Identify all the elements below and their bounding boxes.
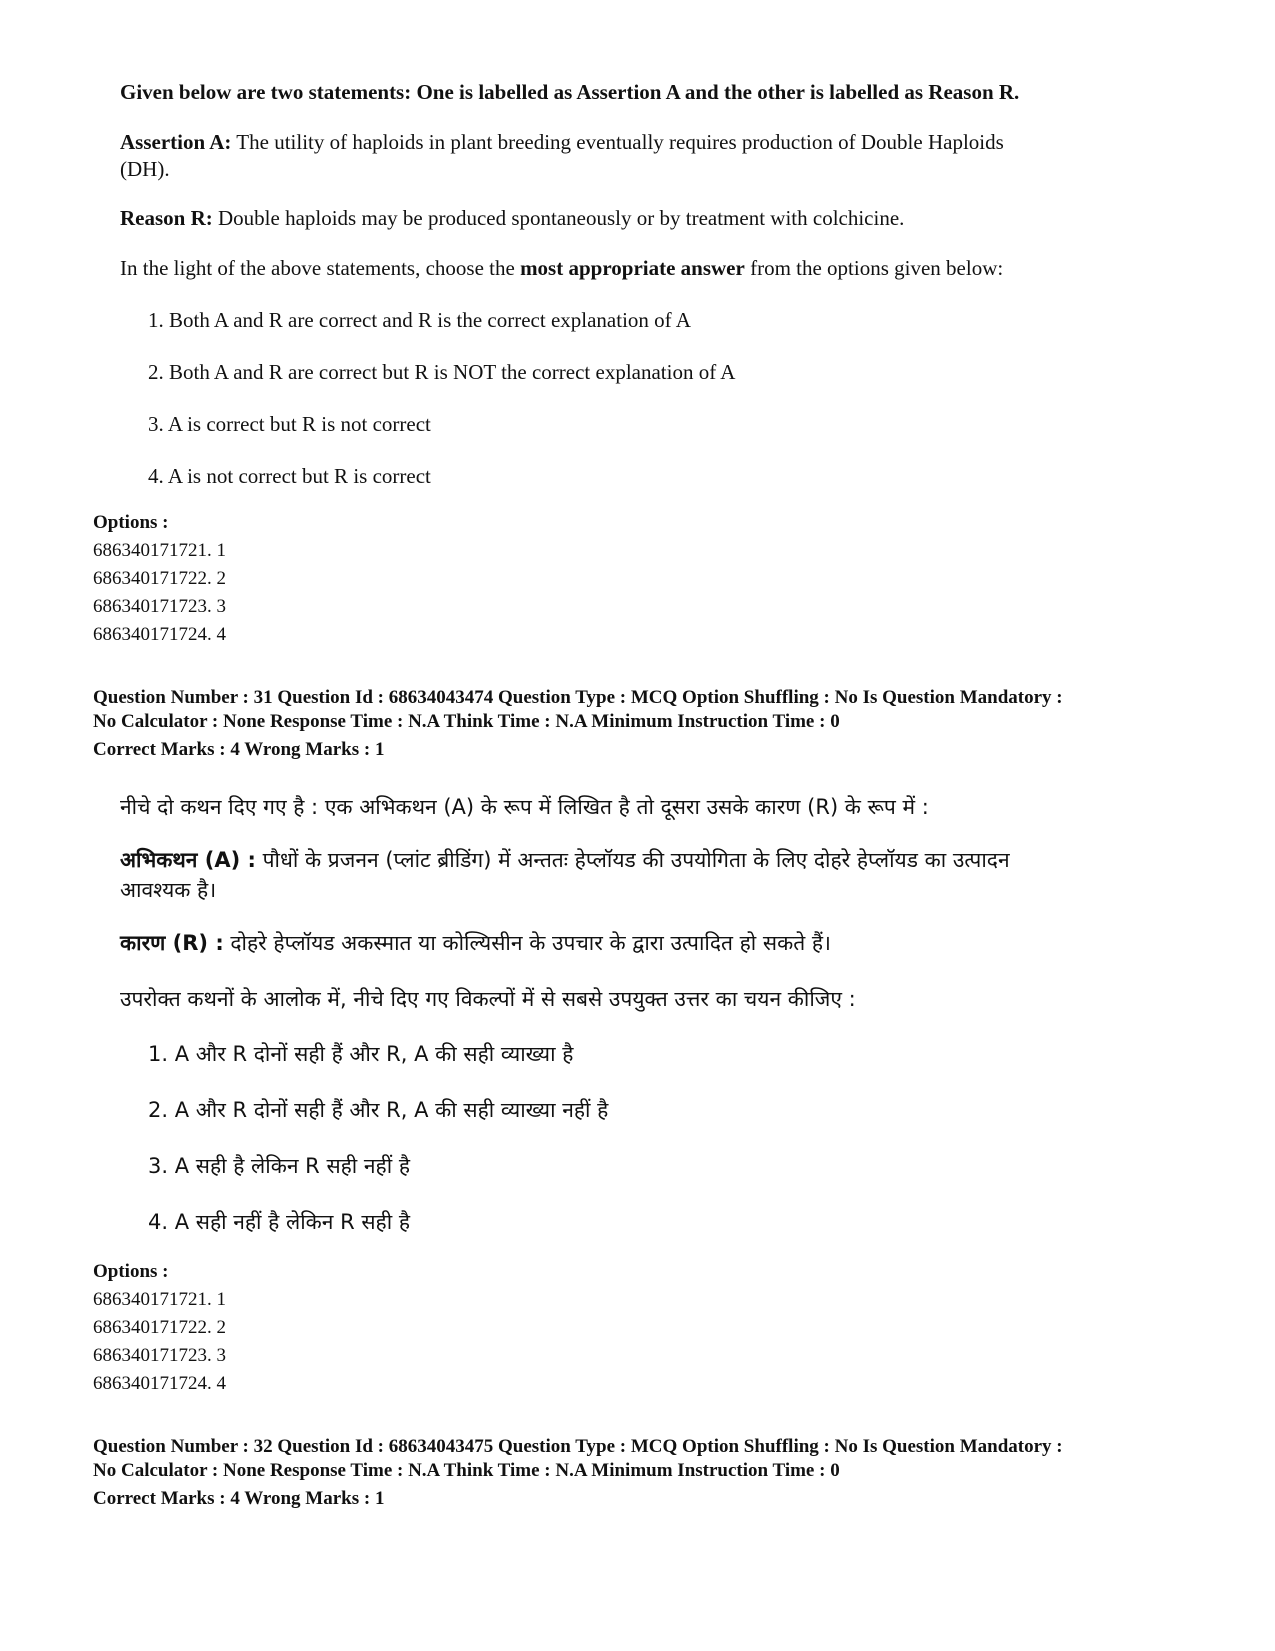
assertion-label: Assertion A: — [120, 130, 232, 154]
assertion-text: The utility of haploids in plant breeding eventually requires production of Double Haploids — [231, 130, 1004, 154]
options-heading: Options : — [93, 512, 169, 533]
hindi-assertion-label: अभिकथन (A) : — [120, 848, 256, 872]
question-meta-32-line-1: Question Number : 32 Question Id : 68634043475 Question Type : MCQ Option Shuffling : No Is Question Mandatory : — [93, 1436, 1063, 1457]
options-heading-2: Options : — [93, 1261, 169, 1282]
hindi-assertion-line-2: आवश्यक है। — [120, 878, 217, 902]
option-id-1: 686340171721. 1 — [93, 540, 226, 561]
option-id-2-4: 686340171724. 4 — [93, 1373, 226, 1394]
assertion-line-2: (DH). — [120, 157, 170, 181]
hindi-assertion-text: पौधों के प्रजनन (प्लांट ब्रीडिंग) में अन्ततः हेप्लॉयड की उपयोगिता के लिए दोहरे हेप्लॉयड का उत्पादन — [255, 848, 1010, 872]
reason-line — [120, 205, 904, 232]
choice-2: 2. Both A and R are correct but R is NOT the correct explanation of A — [148, 360, 736, 384]
option-id-2-1: 686340171721. 1 — [93, 1289, 226, 1310]
question-meta-line-2: No Calculator : None Response Time : N.A Think Time : N.A Minimum Instruction Time : 0 — [93, 711, 840, 732]
instruction-line: In the light of the above statements, choose the most appropriate answer from the options given below: — [120, 256, 1004, 280]
option-id-4: 686340171724. 4 — [93, 624, 226, 645]
reason-label: Reason R: — [120, 206, 213, 230]
assertion-line-1 — [120, 129, 1004, 156]
question-meta-line-1: Question Number : 31 Question Id : 68634043474 Question Type : MCQ Option Shuffling : No Is Question Mandatory : — [93, 687, 1063, 708]
choice-3: 3. A is correct but R is not correct — [148, 412, 431, 436]
option-id-3: 686340171723. 3 — [93, 596, 226, 617]
reason-text: Double haploids may be produced spontaneously or by treatment with colchicine. — [212, 206, 905, 230]
option-id-2: 686340171722. 2 — [93, 568, 226, 589]
hindi-choice-3: 3. A सही है लेकिन R सही नहीं है — [148, 1154, 410, 1178]
hindi-reason-line — [120, 929, 831, 958]
choice-4: 4. A is not correct but R is correct — [148, 464, 431, 488]
hindi-instruction-line: उपरोक्त कथनों के आलोक में, नीचे दिए गए विकल्पों में से सबसे उपयुक्त उत्तर का चयन कीजिए : — [120, 987, 856, 1011]
hindi-choice-4: 4. A सही नहीं है लेकिन R सही है — [148, 1210, 410, 1234]
option-id-2-3: 686340171723. 3 — [93, 1345, 226, 1366]
choice-1: 1. Both A and R are correct and R is the correct explanation of A — [148, 308, 691, 332]
question-meta-32-line-2: No Calculator : None Response Time : N.A Think Time : N.A Minimum Instruction Time : 0 — [93, 1460, 840, 1481]
hindi-reason-label: कारण (R) : — [120, 931, 224, 955]
option-id-2-2: 686340171722. 2 — [93, 1317, 226, 1338]
hindi-intro: नीचे दो कथन दिए गए है : एक अभिकथन (A) के रूप में लिखित है तो दूसरा उसके कारण (R) के रूप में : — [120, 795, 929, 819]
hindi-reason-text: दोहरे हेप्लॉयड अकस्मात या कोल्यिसीन के उपचार के द्वारा उत्पादित हो सकते हैं। — [223, 931, 831, 955]
question-32-marks: Correct Marks : 4 Wrong Marks : 1 — [93, 1488, 385, 1509]
hindi-choice-1: 1. A और R दोनों सही हैं और R, A की सही व्याख्या है — [148, 1042, 574, 1066]
hindi-choice-2: 2. A और R दोनों सही हैं और R, A की सही व्याख्या नहीं है — [148, 1098, 609, 1122]
question-intro: Given below are two statements: One is labelled as Assertion A and the other is labelled as Reason R. — [120, 80, 1020, 104]
question-marks: Correct Marks : 4 Wrong Marks : 1 — [93, 739, 385, 760]
hindi-assertion-line-1 — [120, 846, 1010, 875]
